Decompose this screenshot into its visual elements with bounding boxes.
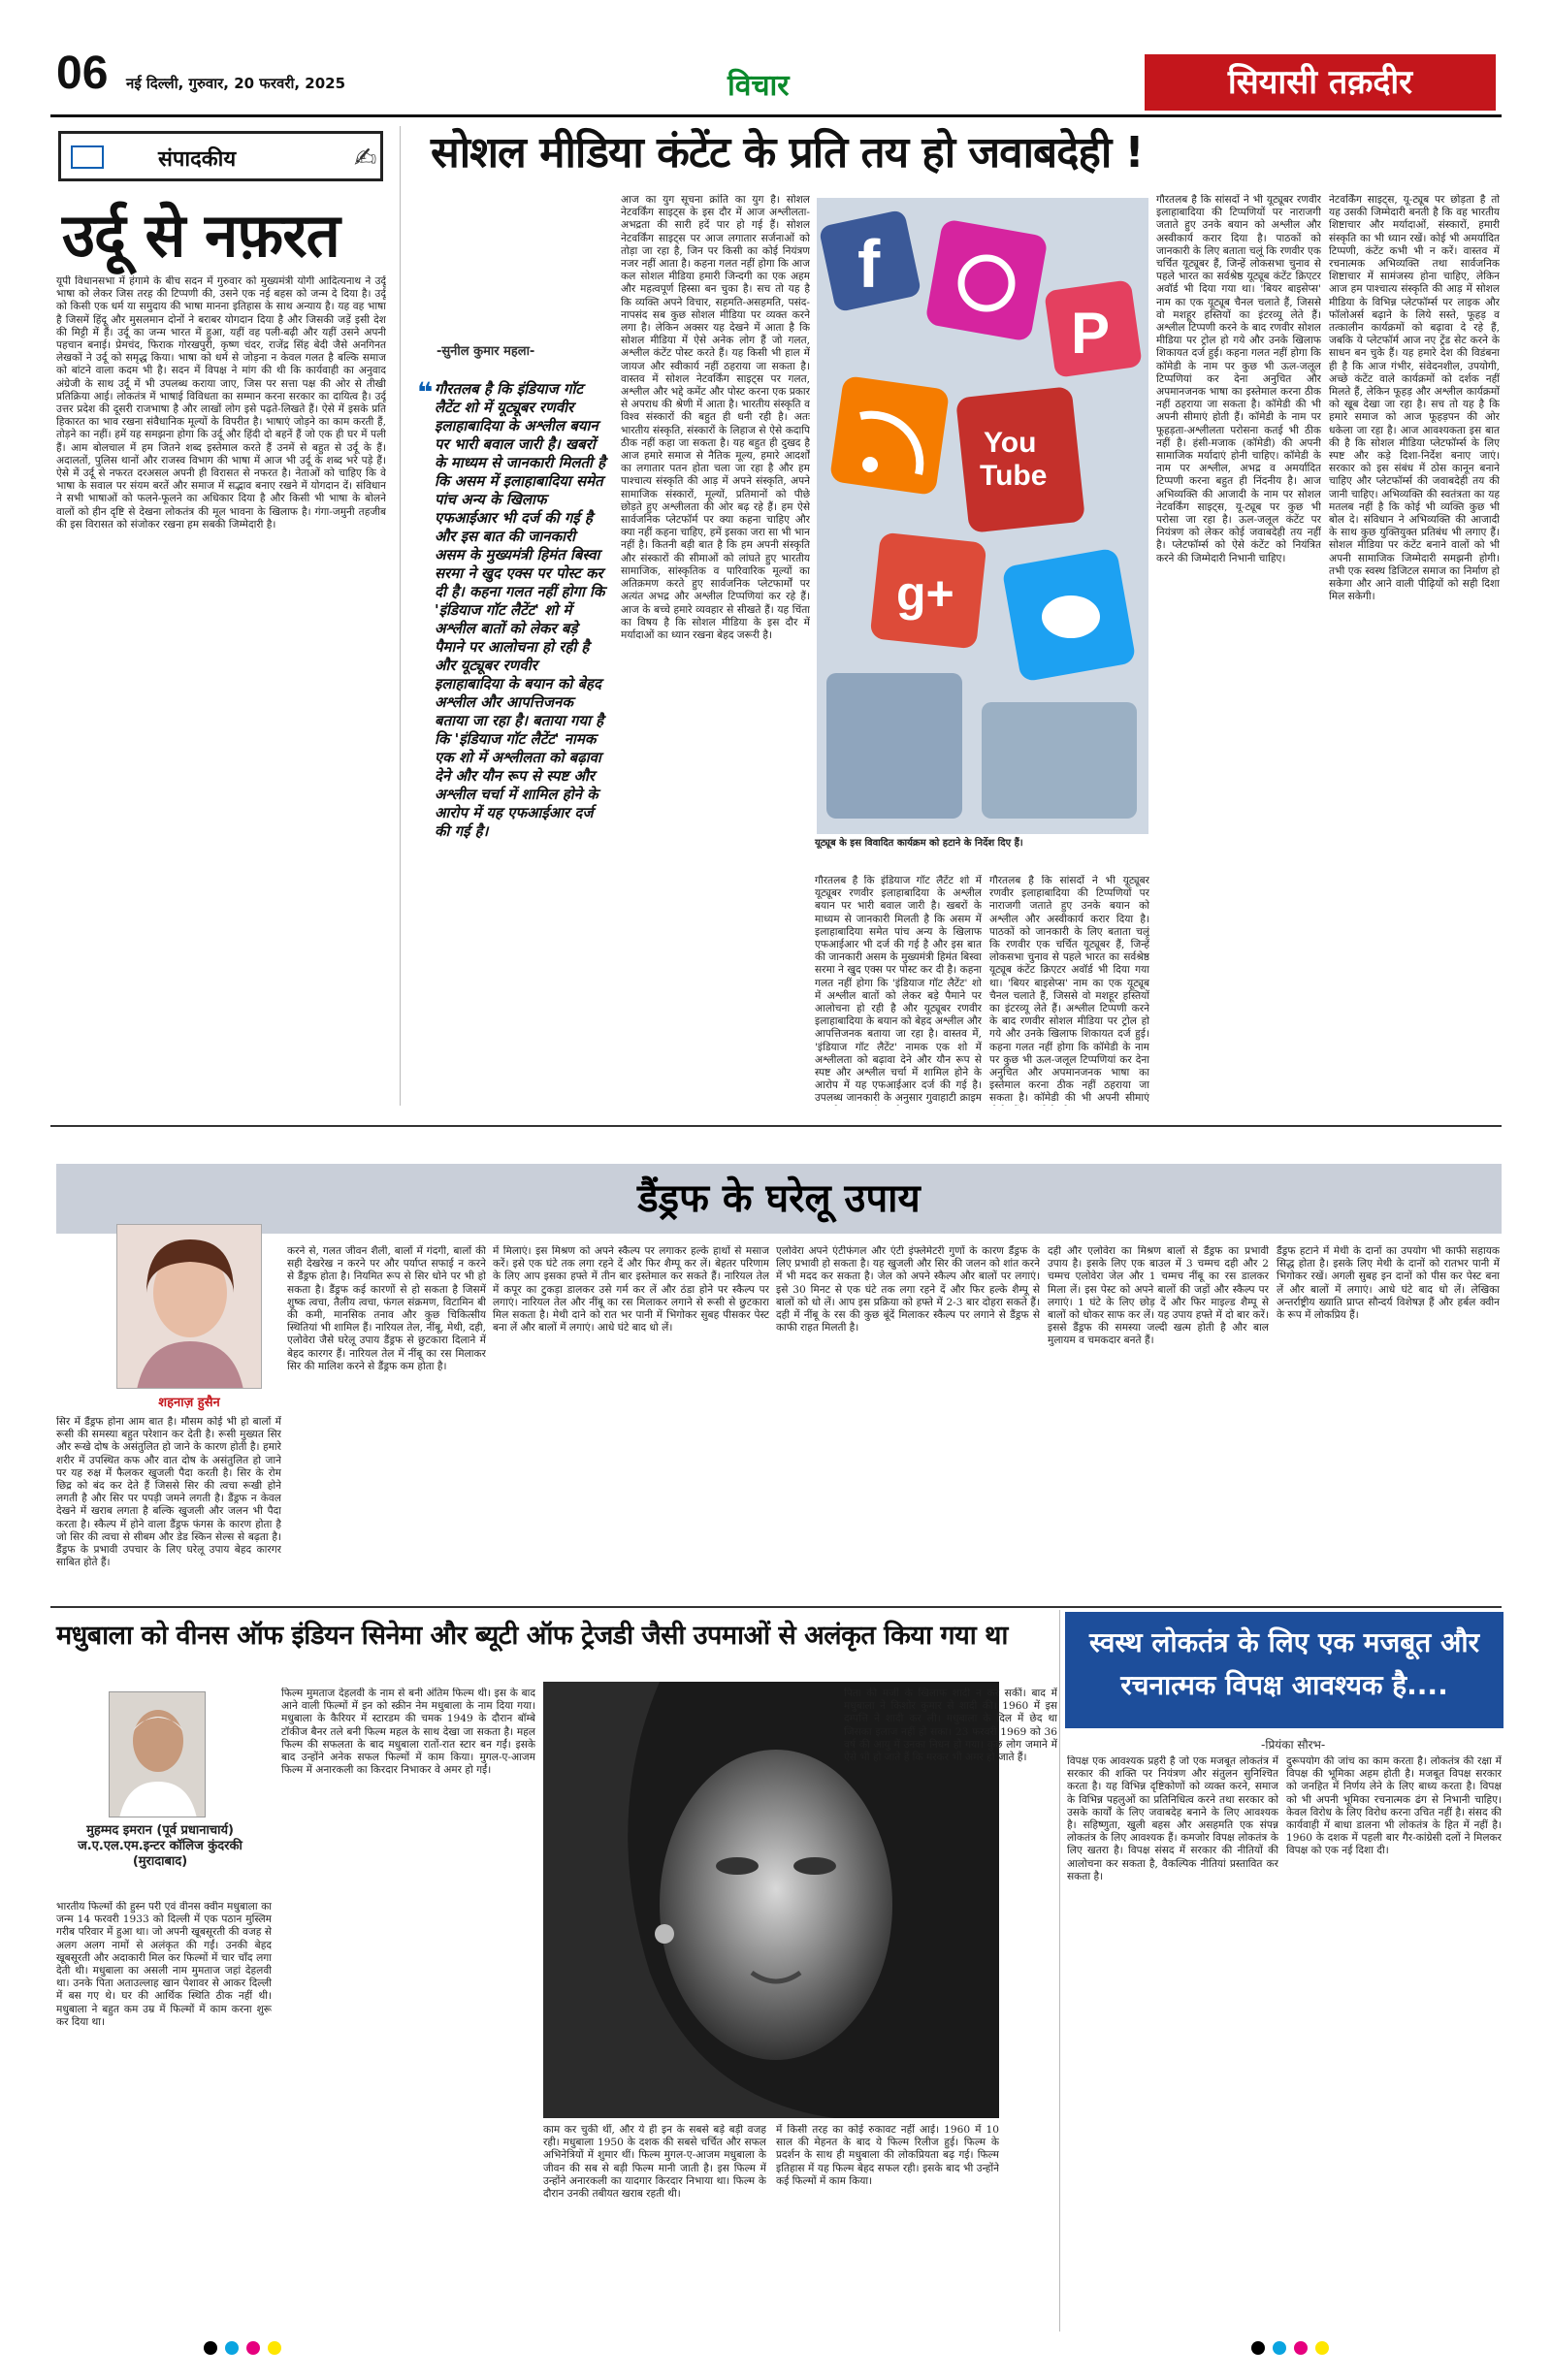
lead-byline: -सुनील कुमार महला- (436, 344, 535, 359)
madhubala-body-col3: काम कर चुकी थीं, और ये ही इन के सबसे बड़े बड़ी वजह रही। मधुबाला 1950 के दशक की सबसे चर्चित और सफल अभिनेत्रियों में शुमार थीं। फिल्म मुगल-ए-आजम मधुबाला के जीवन की सब से बड़ी फिल्म मानी जाती है। इस फिल्म में उन्होंने अनारकली का यादगार किरदार निभाया था। फिल्म के दौरान उनकी तबीयत खराब रहती थी। (543, 2124, 766, 2201)
checkbox-icon (71, 145, 104, 169)
reg-dot (225, 2341, 239, 2355)
opposition-title: स्वस्थ लोकतंत्र के लिए एक मजबूत और रचनात्मक विपक्ष आवश्यक है.... (1088, 1626, 1480, 1701)
svg-text:P: P (1071, 301, 1111, 366)
opposition-byline: -प्रियंका सौरभ- (1261, 1738, 1326, 1752)
madhubala-headline: मधुबाला को वीनस ऑफ इंडियन सिनेमा और ब्यूटी ऑफ ट्रेजडी जैसी उपमाओं से अलंकृत किया गया था (56, 1621, 1008, 1651)
reg-dot (268, 2341, 281, 2355)
reg-dot (1315, 2341, 1329, 2355)
madhubala-body-col5: पिता की मर्जी के खिलाफ शादी न कर सकीं। बाद में मधुबाला ने किशोर कुमार से शादी की। 1960 में इस दम्पत्ति ने शादी कर ली। मधुबाला के दिल में छेद था जिसका इलाज नहीं हो सका। 23 फरवरी 1969 को 36 वर्ष की आयु में उनका निधन हो गया। कुछ लोग जमाने में ऐसे भी हो जाते हैं कि मरकर भी अमर हो जाते हैं। (844, 1688, 1057, 1764)
page-number: 06 (56, 48, 109, 99)
pen-icon: ✍ (354, 142, 377, 174)
lead-body-col3b: गौरतलब है कि सांसदों ने भी यूट्यूबर रणवीर इलाहाबादिया की टिप्पणियों पर नाराजगी जताते हुए उनके बयान को अश्लील और अस्वीकार्य करार दिया है। पाठकों को जानकारी के लिए बताता चलूं कि रणवीर एक चर्चित यूट्यूबर हैं, जिन्हें लोकसभा चुनाव से पहले भारत का सर्वश्रेष्ठ यूट्यूब कंटेंट क्रिएटर अवॉर्ड भी दिया गया था। 'बियर बाइसेप्स' नाम का एक यूट्यूब चैनल चलाते हैं, जिससे वो मशहूर हस्तियों का इंटरव्यू लेते हैं। अश्लील टिप्पणी करने के बाद रणवीर सोशल मीडिया पर ट्रोल हो गये और उनके खिलाफ शिकायत दर्ज हुई। कहना गलत नहीं होगा कि कॉमेडी के नाम पर कुछ भी ऊल-जलूल टिप्पणियां कर देना अनुचित और अपमानजनक भाषा का इस्तेमाल करना ठीक नहीं ठहराया जा सकता है। कॉमेडी की भी अपनी सीमाएं होती हैं। कॉमेडी के नाम पर फूहड़ता-अश्लीलता परोसना कतई भी ठीक नहीं है। हंसी-मजाक (कॉमेडी) की अपनी सामाजिक मर्यादाएं होनी चाहिए। कॉमेडी के नाम पर अश्लील, अभद्र व अमर्यादित टिप्पणी करना बहुत ही निंदनीय है। आज अभिव्यक्ति की आजादी के नाम पर सोशल नेटवर्किंग साइट्स, यू-ट्यूब पर कुछ भी परोसा जा रहा है। ऊल-जलूल कंटेंट पर नियंत्रण को लेकर कोई जवाबदेही तय नहीं है। प्लेटफॉर्म्स को ऐसे कंटेंट को नियंत्रित करने की जिम्मेदारी निभानी चाहिए। (1156, 194, 1321, 564)
photo-caption: यूट्यूब के इस विवादित कार्यक्रम को हटाने के निर्देश दिए हैं। (815, 838, 1023, 849)
dateline: नई दिल्ली, गुरुवार, 20 फरवरी, 2025 (126, 75, 346, 92)
svg-text:You: You (984, 427, 1037, 459)
pull-quote: गौरतलब है कि इंडियाज गॉट लैटेंट शो में यूट्यूबर रणवीर इलाहाबादिया के अश्लील बयान पर भारी बवाल जारी है। खबरों के माध्यम से जानकारी मिलती है कि असम में इलाहाबादिया समेत पांच अन्य के खिलाफ एफआईआर भी दर्ज की गई है और इस बात की जानकारी असम के मुख्यमंत्री हिमंत बिस्वा सरमा ने खुद एक्स पर पोस्ट कर दी है। कहना गलत नहीं होगा कि 'इंडियाज गॉट लैटेंट' शो में अश्लील बातों को लेकर बड़े पैमाने पर आलोचना हो रही है और यूट्यूबर रणवीर इलाहाबादिया के बयान को बेहद अश्लील और आपत्तिजनक बताया जा रहा है। बताया गया है कि 'इंडियाज गॉट लैटेंट' नामक एक शो में अश्लीलता को बढ़ावा देने और यौन रूप से स्पष्ट और अश्लील चर्चा में शामिल होने के आरोप में यह एफआईआर दर्ज की गई है। (435, 380, 606, 840)
dandruff-body-col1: सिर में डैंड्रफ होना आम बात है। मौसम कोई भी हो बालों में रूसी की समस्या बहुत परेशान कर देती है। रूसी मुख्यत सिर और रूखे दोष के असंतुलित हो जाने के कारण होती है। हमारे शरीर में उपस्थित कफ और वात दोष के असंतुलित हो जाने पर यह रुक्ष में फैलकर खुजली पैदा करती है। सिर के रोम छिद्र को बंद कर देते हैं जिससे सिर की त्वचा रूखी होने लगती है और सिर पर पपड़ी जमने लगती है। डैंड्रफ न केवल देखने में खराब लगता है बल्कि खुजली और जलन भी पैदा करता है। स्कैल्प में होने वाला डैंड्रफ फंगस के कारण होता है जो सिर की त्वचा से सीबम और डेड स्किन सेल्स से बढ़ता है। डैंड्रफ के प्रभावी उपचार के लिए घरेलू उपाय बेहद कारगर साबित होते हैं। (56, 1416, 281, 1569)
dandruff-title: डैंड्रफ के घरेलू उपाय (637, 1176, 921, 1221)
social-icons-image (817, 198, 1148, 834)
section-name: विचार (728, 69, 790, 103)
social-media-collage (817, 198, 1148, 834)
svg-text:g+: g+ (896, 566, 954, 621)
svg-text:Tube: Tube (980, 460, 1048, 492)
madhubala-body-col4: में किसी तरह का कोई रुकावट नहीं आई। 1960 में 10 साल की मेहनत के बाद ये फिल्म रिलीज हुई। फिल्म के प्रदर्शन के साथ ही मधुबाला की लोकप्रियता बढ़ गई। फिल्म इतिहास में यह फिल्म बेहद सफल रही। इसके बाद भी उन्होंने कई फिल्मों में काम किया। (776, 2124, 999, 2187)
madhubala-author: मुहम्मद इमरान (पूर्व प्रधानाचार्य) ज.ए.एल.एम.इन्टर कॉलिज कुंदरकी (मुरादाबाद) (78, 1823, 242, 1869)
reg-dot (1251, 2341, 1265, 2355)
opposition-body-col1: विपक्ष एक आवश्यक प्रहरी है जो एक मजबूत लोकतंत्र में सरकार की शक्ति पर नियंत्रण और संतुलन सुनिश्चित करता है। यह विभिन्न दृष्टिकोणों को व्यक्त करने, समाज के विभिन्न पहलुओं का प्रतिनिधित्व करने तथा सरकार को उसके कार्यों के लिए जवाबदेह बनाने के लिए आवश्यक है। सहिष्णुता, खुली बहस और असहमति एक संपन्न लोकतंत्र के लिए आवश्यक हैं। कमजोर विपक्ष लोकतंत्र के लिए खतरा है। विपक्ष संसद में सरकार की नीतियों की आलोचना कर सकता है, वैकल्पिक नीतियां प्रस्तावित कर सकता है। (1067, 1755, 1278, 1882)
dandruff-body-col2: करने से, गलत जीवन शैली, बालों में गंदगी, बालों की सही देखरेख न करने पर और पर्याप्त सफाई न करने से डैंड्रफ होता है। नियमित रूप से सिर धोने पर भी हो सकता है। डैंड्रफ कई कारणों से हो सकता है जिसमें शुष्क त्वचा, तैलीय त्वचा, फंगल संक्रमण, विटामिन बी की कमी, मानसिक तनाव और कुछ चिकित्सीय स्थितियां भी शामिल हैं। नारियल तेल, नींबू, मेथी, दही, एलोवेरा जैसे घरेलू उपाय डैंड्रफ से छुटकारा दिलाने में बेहद कारगर हैं। नारियल तेल में नींबू का रस मिलाकर सिर की मालिश करने से डैंड्रफ कम होता है। (287, 1245, 486, 1372)
brand-banner: सियासी तक़दीर (1145, 54, 1496, 111)
author-photo-2 (109, 1691, 206, 1817)
section-rule (50, 1125, 1502, 1127)
opposition-body-col2: दुरूपयोग की जांच का काम करता है। लोकतंत्र की रक्षा में विपक्ष की भूमिका अहम होती है। मजबूत विपक्ष सरकार को जनहित में निर्णय लेने के लिए बाध्य करता है। विपक्ष को भी अपनी भूमिका रचनात्मक ढंग से निभानी चाहिए। केवल विरोध के लिए विरोध करना उचित नहीं है। संसद की कार्यवाही में बाधा डालना भी लोकतंत्र के हित में नहीं है। 1960 के दशक में पहली बार गैर-कांग्रेसी दलों ने मिलकर विपक्ष को एक नई दिशा दी। (1286, 1755, 1502, 1857)
header-rule (50, 114, 1502, 117)
reg-dot (246, 2341, 260, 2355)
reg-dot (204, 2341, 217, 2355)
reg-dot (1294, 2341, 1308, 2355)
lead-body-col3: गौरतलब है कि सांसदों ने भी यूट्यूबर रणवीर इलाहाबादिया की टिप्पणियों पर नाराजगी जताते हुए उनके बयान को अश्लील और अस्वीकार्य करार दिया है। पाठकों को जानकारी के लिए बताता चलूं कि रणवीर एक चर्चित यूट्यूबर हैं, जिन्हें लोकसभा चुनाव से पहले भारत का सर्वश्रेष्ठ यूट्यूब कंटेंट क्रिएटर अवॉर्ड भी दिया गया था। 'बियर बाइसेप्स' नाम का एक यूट्यूब चैनल चलाते हैं, जिससे वो मशहूर हस्तियों का इंटरव्यू लेते हैं। अश्लील टिप्पणी करने के बाद रणवीर सोशल मीडिया पर ट्रोल हो गये और उनके खिलाफ शिकायत दर्ज हुई। कहना गलत नहीं होगा कि कॉमेडी के नाम पर कुछ भी ऊल-जलूल टिप्पणियां कर देना अनुचित और अपमानजनक भाषा का इस्तेमाल करना ठीक नहीं ठहराया जा सकता है। कॉमेडी की भी अपनी सीमाएं (989, 875, 1149, 1105)
dandruff-body-col5: दही और एलोवेरा का मिश्रण बालों से डैंड्रफ का प्रभावी उपाय है। इसके लिए एक बाउल में 3 चम्मच दही और 2 चम्मच एलोवेरा जेल और 1 चम्मच नींबू का रस डालकर मिला लें। इस पेस्ट को अपने बालों की जड़ों और स्कैल्प पर लगाएं। 1 घंटे के लिए छोड़ दें और फिर माइल्ड शैम्पू से बालों को धोकर साफ कर लें। यह उपाय हफ्ते में दो बार करें। इससे डैंड्रफ की समस्या जल्दी खत्म होती है और बाल मुलायम व चमकदार बनते हैं। (1048, 1245, 1269, 1347)
dandruff-body-col6: डैंड्रफ हटाने में मेथी के दानों का उपयोग भी काफी सहायक सिद्ध होता है। इसके लिए मेथी के दानों को रातभर पानी में भिगोकर रखें। अगली सुबह इन दानों को पीस कर पेस्ट बना लें और बालों में लगाएं। आधे घंटे बाद धो लें। लेखिका अन्तर्राष्ट्रीय ख्याति प्राप्त सौन्दर्य विशेषज्ञ हैं और हर्बल क्वीन के रूप में लोकप्रिय हैं। (1277, 1245, 1500, 1322)
author-photo (116, 1224, 262, 1389)
madhubala-body-col1: भारतीय फिल्मों की हुस्न परी एवं वीनस क्वीन मधुबाला का जन्म 14 फरवरी 1933 को दिल्ली में एक पठान मुस्लिम गरीब परिवार में हुआ था। जो अपनी खूबसूरती की वजह से अलग अलग नामों से अलंकृत की गईं। उनकी बेहद खूबसूरती और अदाकारी मिल कर फिल्मों में चार चाँद लगा देती थी। मधुबाला का असली नाम मुमताज जहां देहलवी था। उनके पिता अताउल्लाह खान पेशावर से आकर दिल्ली में बस गए थे। घर की आर्थिक स्थिति ठीक नहीं थी। मधुबाला ने बहुत कम उम्र में फिल्मों में काम करना शुरू कर दिया था। (56, 1901, 272, 2028)
editorial-label-box (58, 131, 383, 181)
lead-body-col4: नेटवर्किंग साइट्स, यू-ट्यूब पर छोड़ता है तो यह उसकी जिम्मेदारी बनती है कि वह भारतीय शिष्टाचार और मर्यादाओं, संस्कारों, हमारी संस्कृति का भी ध्यान रखें। कोई भी अमर्यादित टिप्पणी, कंटेंट कभी भी न करें। वास्तव में रचनात्मक अभिव्यक्ति तथा सार्वजनिक शिष्टाचार में सामंजस्य होना चाहिए, लेकिन आज हम पाश्चात्य संस्कृति की आड़ में सोशल मीडिया के विभिन्न प्लेटफॉर्म्स पर लाइक और फॉलोअर्स बढ़ाने के लिये सस्ते, फूहड़ व तत्कालीन कार्यक्रमों को बढ़ावा दे रहे हैं, जबकि ये प्लेटफॉर्म आज नए ट्रेंड सेट करने के साधन बन चुके हैं। यह हमारे देश की विडंबना ही है कि आज गंभीर, संवेदनशील, उपयोगी, अच्छे कंटेंट वाले कार्यक्रमों को दर्शक नहीं मिलते हैं, लेकिन फूहड़ और अश्लील कार्यक्रमों को खूब देखा जा रहा है। सच तो यह है कि हमारे समाज को आज फूहड़पन की ओर धकेला जा रहा है। आज आवश्यकता इस बात की है कि सोशल मीडिया प्लेटफॉर्म्स के लिए स्पष्ट और कड़े दिशा-निर्देश बनाए जाएं। सरकार को इस संबंध में ठोस कानून बनाने चाहिए और प्लेटफॉर्म्स की जवाबदेही तय की जानी चाहिए। अभिव्यक्ति की स्वतंत्रता का यह मतलब नहीं है कि कोई भी व्यक्ति कुछ भी बोल दे। संविधान ने अभिव्यक्ति की आजादी के साथ कुछ युक्तियुक्त प्रतिबंध भी लगाए हैं। सोशल मीडिया पर कंटेंट बनाने वालों को भी अपनी सामाजिक जिम्मेदारी समझनी होगी। तभी एक स्वस्थ डिजिटल समाज का निर्माण हो सकेगा और आने वाली पीढ़ियों को सही दिशा मिल सकेगी। (1329, 194, 1500, 603)
editorial-headline: उर्दू से नफ़रत (62, 200, 340, 271)
section-rule-2 (50, 1606, 1502, 1608)
lead-body-col2: गौरतलब है कि इंडियाज गॉट लैटेंट शो में यूट्यूबर रणवीर इलाहाबादिया के अश्लील बयान पर भारी बवाल जारी है। खबरों के माध्यम से जानकारी मिलती है कि असम में इलाहाबादिया समेत पांच अन्य के खिलाफ एफआईआर भी दर्ज की गई है और इस बात की जानकारी असम के मुख्यमंत्री हिमंत बिस्वा सरमा ने खुद एक्स पर पोस्ट कर दी है। कहना गलत नहीं होगा कि 'इंडियाज गॉट लैटेंट' शो में अश्लील बातों को लेकर बड़े पैमाने पर आलोचना हो रही है और यूट्यूबर रणवीर इलाहाबादिया के बयान को बेहद अश्लील और आपत्तिजनक बताया जा रहा है। वास्तव में, 'इंडियाज गॉट लैटेंट' नामक एक शो में अश्लीलता को बढ़ावा देने और यौन रूप से स्पष्ट और अश्लील चर्चा में शामिल होने के आरोप में यह एफआईआर दर्ज की गई है। उपलब्ध जानकारी के अनुसार गुवाहाटी क्राइम (815, 875, 982, 1105)
quote-icon: ❝ (417, 376, 434, 408)
column-rule (400, 126, 401, 1106)
madhubala-body-col2: फिल्म मुमताज देहलवी के नाम से बनी अंतिम फिल्म थी। इस के बाद आने वाली फिल्मों में इन को स्क्रीन नेम मधुबाला के नाम दिया गया। मधुबाला के कैरियर में स्टारडम की चमक 1949 के दौरान बॉम्बे टॉकीज बैनर तले बनी फिल्म महल के साथ देखा जा सकता है। महल फिल्म की सफलता के बाद मधुबाला रातों-रात स्टार बन गईं। इसके बाद उन्होंने अनेक सफल फिल्मों में काम किया। मुगल-ए-आजम फिल्म में अनारकली का किरदार निभाकर वे अमर हो गईं। (281, 1688, 535, 1777)
dandruff-author: शहनाज़ हुसैन (158, 1396, 220, 1410)
column-rule-2 (1059, 1610, 1060, 2332)
editorial-body: यूपी विधानसभा में हंगामे के बीच सदन में गुरुवार को मुख्यमंत्री योगी आदित्यनाथ ने उर्दू भाषा को लेकर जिस तरह की टिप्पणी की, उसने एक नई बहस को जन्म दे दिया है। उर्दू को किसी एक धर्म या समुदाय की भाषा मानना इतिहास के साथ अन्याय है। यह वह भाषा है जिसमें हिंदू और मुसलमान दोनों ने बराबर योगदान दिया है और जिसकी जड़ें इसी देश की मिट्टी में हैं। उर्दू का जन्म भारत में हुआ, यहीं वह पली-बढ़ी और यहीं उसने अपनी पहचान बनाई। प्रेमचंद, फिराक गोरखपुरी, कृष्ण चंदर, राजेंद्र सिंह बेदी जैसे अनगिनत लेखकों ने उर्दू को समृद्ध किया। भाषा को धर्म से जोड़ना न केवल गलत है बल्कि समाज को बांटने वाला कदम भी है। सदन में विपक्ष ने मांग की थी कि कार्यवाही का अनुवाद अंग्रेजी के साथ उर्दू में भी उपलब्ध कराया जाए, जिस पर सत्ता पक्ष की ओर से तीखी प्रतिक्रिया आई। लोकतंत्र में भाषाई विविधता का सम्मान करना सरकार का दायित्व है। उर्दू उत्तर प्रदेश की दूसरी राजभाषा है और लाखों लोग इसे पढ़ते-लिखते हैं। ऐसे में इसके प्रति हिकारत का भाव रखना संवैधानिक मूल्यों के विपरीत है। भाषाएं जोड़ने का काम करती हैं, तोड़ने का नहीं। हमें यह समझना होगा कि उर्दू और हिंदी दो बहनें हैं जो एक ही घर में पली हैं। आम बोलचाल में हम जितने शब्द इस्तेमाल करते हैं उनमें से बहुत से उर्दू के हैं। अदालतों, पुलिस थानों और राजस्व विभाग की भाषा में आज भी उर्दू के शब्द भरे पड़े हैं। ऐसे में उर्दू से नफरत दरअसल अपनी ही विरासत से नफरत है। नेताओं को चाहिए कि वे भाषा के सवाल पर संयम बरतें और समाज में सद्भाव बनाए रखने में योगदान दें। संविधान ने सभी भाषाओं को फलने-फूलने का अधिकार दिया है और किसी भी भाषा के बोलने वालों को हीन दृष्टि से देखना लोकतंत्र की मूल भावना के खिलाफ है। गंगा-जमुनी तहजीब की इस विरासत को संजोकर रखना हम सबकी जिम्मेदारी है। (56, 275, 386, 531)
editorial-label: संपादकीय (158, 147, 237, 172)
dandruff-body-col4: एलोवेरा अपने एंटीफंगल और एंटी इंफ्लेमेटरी गुणों के कारण डैंड्रफ के लिए प्रभावी हो सकता है। यह खुजली और सिर की जलन को शांत करने में भी मदद कर सकता है। जेल को अपने स्कैल्प और बालों पर लगाएं। इसे 30 मिनट से एक घंटे तक लगा रहने दें और फिर हल्के शैम्पू से बालों को धो लें। आप इस प्रक्रिया को हफ्ते में 2-3 बार दोहरा सकते हैं। दही में नींबू के रस की कुछ बूंदें मिलाकर स्कैल्प पर लगाने से डैंड्रफ से काफी राहत मिलती है। (776, 1245, 1040, 1335)
svg-text:f: f (857, 226, 881, 302)
dandruff-body-col3: में मिलाएं। इस मिश्रण को अपने स्कैल्प पर लगाकर हल्के हाथों से मसाज करें। इसे एक घंटे तक लगा रहने दें और फिर शैम्पू कर लें। बेहतर परिणाम के लिए आप इसका हफ्ते में तीन बार इस्तेमाल कर सकते हैं। नारियल तेल में कपूर का टुकड़ा डालकर उसे गर्म कर लें और ठंडा होने पर स्कैल्प पर लगाएं। नारियल तेल और नींबू का रस मिलाकर लगाने से रूसी से छुटकारा मिल सकता है। मेथी दाने को रात भर पानी में भिगोकर सुबह पीसकर पेस्ट बना लें और बालों में लगाएं। आधे घंटे बाद धो लें। (493, 1245, 769, 1335)
reg-dot (1273, 2341, 1286, 2355)
lead-headline: सोशल मीडिया कंटेंट के प्रति तय हो जवाबदेही ! (431, 128, 1144, 177)
lead-body-col1: आज का युग सूचना क्रांति का युग है। सोशल नेटवर्किंग साइट्स के इस दौर में आज अश्लीलता-अभद्रता की सारी हदें पार हो गई हैं। सोशल नेटवर्किंग साइट्स पर आज लगातार सर्जनाओं को तोड़ा जा रहा है, जिन पर किसी का कोई नियंत्रण नजर नहीं आता है। कहना गलत नहीं होगा कि आज कल सोशल मीडिया हमारी जिन्दगी का एक अहम और महत्वपूर्ण हिस्सा बन चुका है। सच तो यह है कि व्यक्ति अपने विचार, सहमति-असहमति, पसंद-नापसंद सब कुछ सोशल मीडिया पर व्यक्त करने लगा है। लेकिन अक्सर यह देखने में आता है कि सोशल मीडिया में ऐसे अनेक लोग हैं जो गलत, अश्लील कंटेंट पोस्ट करते हैं। यह किसी भी हाल में जायज और स्वीकार्य नहीं ठहराया जा सकता है। वास्तव में सोशल नेटवर्किंग साइट्स पर गलत, अश्लील और भद्दे कमेंट और पोस्ट करना एक प्रकार से अपराध की श्रेणी में आता है। भारतीय संस्कृति व विश्व संस्कारों की बहुत ही धनी रही है। अतः भारतीय संस्कृति, संस्कारों के लिहाज से ऐसे कदापि ठीक नहीं कहा जा सकता है। यह बहुत ही दुखद है आज हमारे समाज से नैतिक मूल्य, हमारे आदर्शों का लगातार पतन होता चला जा रहा है और हम पाश्चात्य संस्कृति की आड़ में अपने संस्कृति, अपने सामाजिक संस्कारों, मूल्यों, प्रतिमानों को पीछे छोड़ते हुए अश्लीलता की ओर बढ़ रहे हैं। हम ऐसे सार्वजनिक प्लेटफॉर्म पर क्या कहना चाहिए और क्या नहीं कहना चाहिए, हमें इसका जरा सा भी भान नहीं है। कितनी बड़ी बात है कि हम अपनी संस्कृति और संस्कारों की सीमाओं को लांघते हुए भारतीय सामाजिक, सांस्कृतिक व पारिवारिक मूल्यों का अतिक्रमण करते हुए सार्वजनिक प्लेटफार्मों पर अत्यंत अभद्र और अश्लील टिप्पणियां कर रहे हैं। आज के बच्चे हमारे व्यवहार से सीखते हैं। यह चिंता का विषय है कि सोशल मीडिया के इस दौर में मर्यादाओं का ध्यान रखना बेहद जरूरी है। (621, 194, 810, 641)
